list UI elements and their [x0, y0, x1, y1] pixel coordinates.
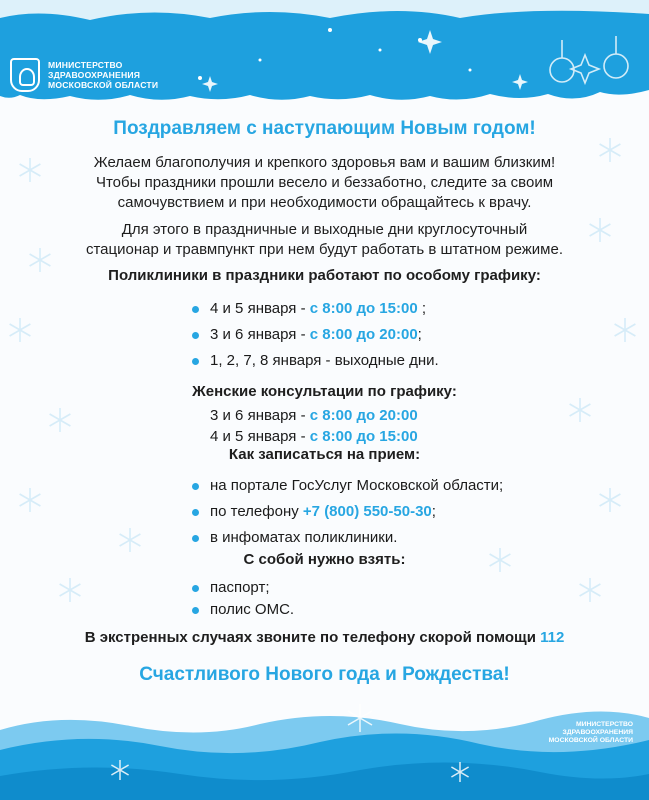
list-item: 3 и 6 января - с 8:00 до 20:00;	[192, 325, 439, 351]
emergency-number[interactable]: 112	[540, 629, 565, 646]
phone-number[interactable]: +7 (800) 550-50-30	[302, 503, 432, 520]
list-item: полис ОМС.	[192, 600, 294, 622]
women-heading: Женские консультации по графику:	[192, 383, 457, 400]
stationary-text: Для этого в праздничные и выходные дни круглосуточный стационар и травмпункт при нем будут работать в штатном режиме.	[85, 221, 564, 258]
footer-banner	[0, 690, 649, 800]
page-title: Поздравляем с наступающим Новым годом!	[113, 118, 536, 139]
list-item: 3 и 6 января - с 8:00 до 20:00	[210, 407, 418, 424]
closing-greeting: Счастливого Нового года и Рождества!	[139, 664, 510, 685]
list-item: 4 и 5 января - с 8:00 до 15:00	[210, 428, 418, 445]
list-item: по телефону +7 (800) 550-50-30;	[192, 502, 503, 528]
women-schedule	[210, 405, 418, 447]
clinics-schedule-list	[192, 299, 439, 377]
list-item: в инфоматах поликлиники.	[192, 528, 503, 554]
header-banner	[0, 0, 649, 108]
ministry-logo	[10, 58, 158, 92]
clinics-heading: Поликлиники в праздники работают по особому графику:	[108, 267, 541, 284]
emergency-text: В экстренных случаях звоните по телефону скорой помощи 112	[84, 629, 565, 646]
list-item: паспорт;	[192, 578, 294, 600]
ministry-name: МИНИСТЕРСТВО ЗДРАВООХРАНЕНИЯ МОСКОВСКОЙ ОБЛАСТИ	[48, 60, 159, 90]
bring-heading: С собой нужно взять:	[243, 551, 406, 568]
bring-list	[192, 578, 294, 622]
list-item: 4 и 5 января - с 8:00 до 15:00 ;	[192, 299, 439, 325]
coat-of-arms-icon	[10, 58, 40, 92]
footer-background	[0, 690, 649, 800]
list-item: 1, 2, 7, 8 января - выходные дни.	[192, 351, 439, 377]
footer-ministry-name: МИНИСТЕРСТВО ЗДРАВООХРАНЕНИЯ МОСКОВСКОЙ ОБЛАСТИ	[548, 721, 633, 744]
list-item: на портале ГосУслуг Московской области;	[192, 476, 503, 502]
intro-text: Желаем благополучия и крепкого здоровья вам и вашим близким! Чтобы праздники прошли весело и беззаботно, следите за своим самочувствием и при необходимости обращайтесь к врачу.	[93, 154, 556, 211]
signup-heading: Как записаться на прием:	[228, 446, 421, 463]
signup-methods-list	[192, 476, 503, 554]
